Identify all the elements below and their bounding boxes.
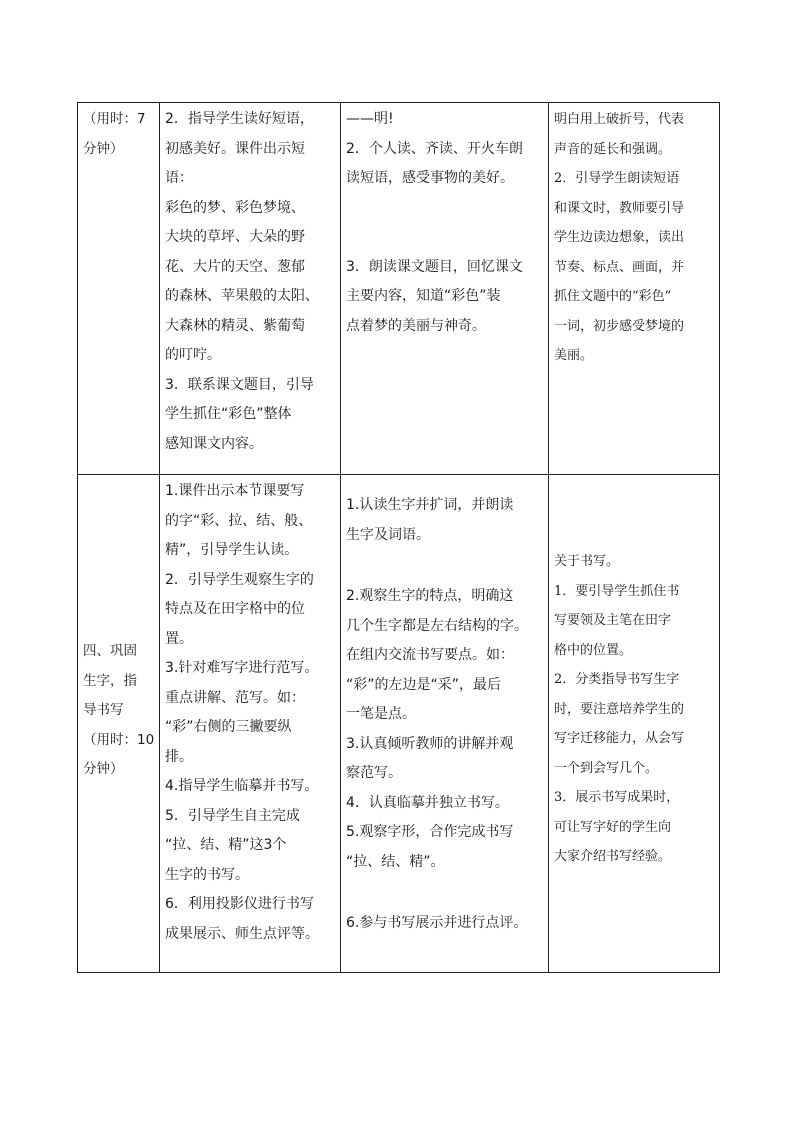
- text-line: 重点讲解、范写。如：: [165, 689, 305, 706]
- text-line: “拉、结、精”这3个: [165, 837, 287, 853]
- text-line: 写要领及主笔在田字: [554, 613, 672, 628]
- lesson-plan-table: [77, 102, 720, 973]
- table-row: [78, 475, 720, 973]
- text-line: 1．要引导学生抓住书: [554, 583, 680, 599]
- student-activity-block: [346, 582, 544, 877]
- text-line: 5．引导学生自主完成: [165, 807, 300, 824]
- text-line: 3.认真倾听教师的讲解并观: [346, 735, 514, 752]
- stage-label: [83, 637, 155, 785]
- text-line: 2．引导学生朗读短语: [554, 171, 680, 186]
- table-row: [78, 103, 720, 475]
- text-line: 初感美好。课件出示短: [165, 140, 305, 157]
- text-line: 2．指导学生读好短语，: [165, 111, 314, 127]
- student-activity-block: [346, 491, 544, 550]
- text-line: 2．引导学生观察生字的: [165, 571, 314, 588]
- text-line: 导书写: [83, 702, 124, 718]
- teacher-activity-cell: [160, 475, 341, 973]
- text-line: 花、大片的天空、葱郁: [165, 258, 305, 275]
- text-line: 关于书写。: [554, 554, 620, 569]
- text-line: 3．联系课文题目，引导: [165, 376, 314, 393]
- text-line: 生字，指: [83, 672, 137, 689]
- text-line: 大家介绍书写经验。: [554, 849, 672, 864]
- text-line: 4.指导学生临摹并书写。: [165, 778, 319, 794]
- text-line: 察范写。: [346, 765, 402, 781]
- student-activity-block: [346, 909, 544, 939]
- design-intent-block: [554, 547, 715, 872]
- text-line: 6.参与书写展示并进行点评。: [346, 915, 528, 931]
- text-line: ——明!: [346, 111, 394, 127]
- text-line: 写字迁移能力，从会写: [554, 731, 685, 746]
- text-line: 时，要注意培养学生的: [554, 701, 685, 717]
- text-line: 点着梦的美丽与神奇。: [346, 317, 486, 334]
- text-line: 1.课件出示本节课要写: [165, 483, 305, 499]
- text-line: “彩”的左边是“采”，最后: [346, 676, 502, 693]
- text-line: 3．展示书写成果时，: [554, 790, 680, 805]
- text-line: 排。: [165, 748, 193, 765]
- text-line: 的森林、苹果般的太阳、: [165, 288, 319, 304]
- text-line: （用时：7: [83, 111, 146, 127]
- teacher-activity-cell: [160, 103, 341, 475]
- text-line: 彩色的梦、彩色梦境、: [165, 199, 305, 216]
- text-line: 几个生字都是左右结构的字。: [346, 617, 528, 634]
- text-line: 主要内容，知道“彩色”装: [346, 288, 501, 304]
- text-line: 在组内交流书写要点。如：: [346, 647, 514, 663]
- design-intent-cell: [549, 103, 720, 475]
- text-line: 大块的草坪、大朵的野: [165, 229, 305, 245]
- text-line: 明白用上破折号，代表: [554, 112, 685, 127]
- text-line: 美丽。: [554, 348, 594, 363]
- text-line: 分钟）: [83, 761, 124, 777]
- stage-cell: [78, 103, 160, 475]
- text-line: “拉、结、精”。: [346, 853, 445, 870]
- student-activity-block: [346, 253, 544, 342]
- design-intent-cell: [549, 475, 720, 973]
- text-line: 生字及词语。: [346, 526, 430, 543]
- text-line: 分钟）: [83, 140, 124, 157]
- text-line: 2．分类指导书写生字: [554, 672, 680, 687]
- text-line: 的叮咛。: [165, 347, 221, 363]
- text-line: 精”，引导学生认读。: [165, 542, 299, 558]
- text-line: 一笔是点。: [346, 706, 416, 722]
- text-line: 3.针对难写字进行范写。: [165, 660, 319, 676]
- text-line: 可让写字好的学生向: [554, 819, 672, 835]
- text-line: 2.观察生字的特点，明确这: [346, 588, 514, 604]
- text-line: “彩”右侧的三撇要纵: [165, 719, 292, 735]
- text-line: 成果展示、师生点评等。: [165, 925, 319, 942]
- text-line: 声音的延长和强调。: [554, 141, 672, 157]
- text-line: 格中的位置。: [554, 642, 633, 658]
- stage-cell: [78, 475, 160, 973]
- student-activity-block: [346, 105, 544, 194]
- text-line: 一个到会写几个。: [554, 760, 659, 776]
- text-line: 2．个人读、齐读、开火车朗: [346, 140, 523, 157]
- text-line: 一词，初步感受梦境的: [554, 318, 685, 334]
- text-line: 感知课文内容。: [165, 435, 263, 452]
- text-line: 3．朗读课文题目，回忆课文: [346, 258, 523, 275]
- text-line: 生字的书写。: [165, 866, 249, 883]
- text-line: 节奏、标点、画面，并: [554, 259, 685, 275]
- text-line: 抓住文题中的“彩色”: [554, 289, 672, 304]
- text-line: 的字“彩、拉、结、般、: [165, 512, 313, 529]
- text-line: 和课文时，教师要引导: [554, 200, 685, 216]
- text-line: 特点及在田字格中的位: [165, 601, 305, 617]
- text-line: 4．认真临摹并独立书写。: [346, 794, 509, 811]
- student-activity-cell: [341, 475, 549, 973]
- text-line: （用时：10: [83, 731, 155, 748]
- text-line: 1.认读生字并扩词，并朗读: [346, 497, 514, 513]
- text-line: 5.观察字形，合作完成书写: [346, 824, 514, 840]
- text-line: 置。: [165, 630, 193, 647]
- text-line: 6．利用投影仪进行书写: [165, 896, 314, 912]
- text-line: 四、巩固: [83, 643, 137, 659]
- text-line: 读短语，感受事物的美好。: [346, 170, 514, 186]
- text-line: 学生抓住“彩色”整体: [165, 406, 292, 422]
- student-activity-cell: [341, 103, 549, 475]
- text-line: 语：: [165, 170, 193, 186]
- text-line: 学生边读边想象，读出: [554, 230, 685, 245]
- text-line: 大森林的精灵、紫葡萄: [165, 317, 305, 334]
